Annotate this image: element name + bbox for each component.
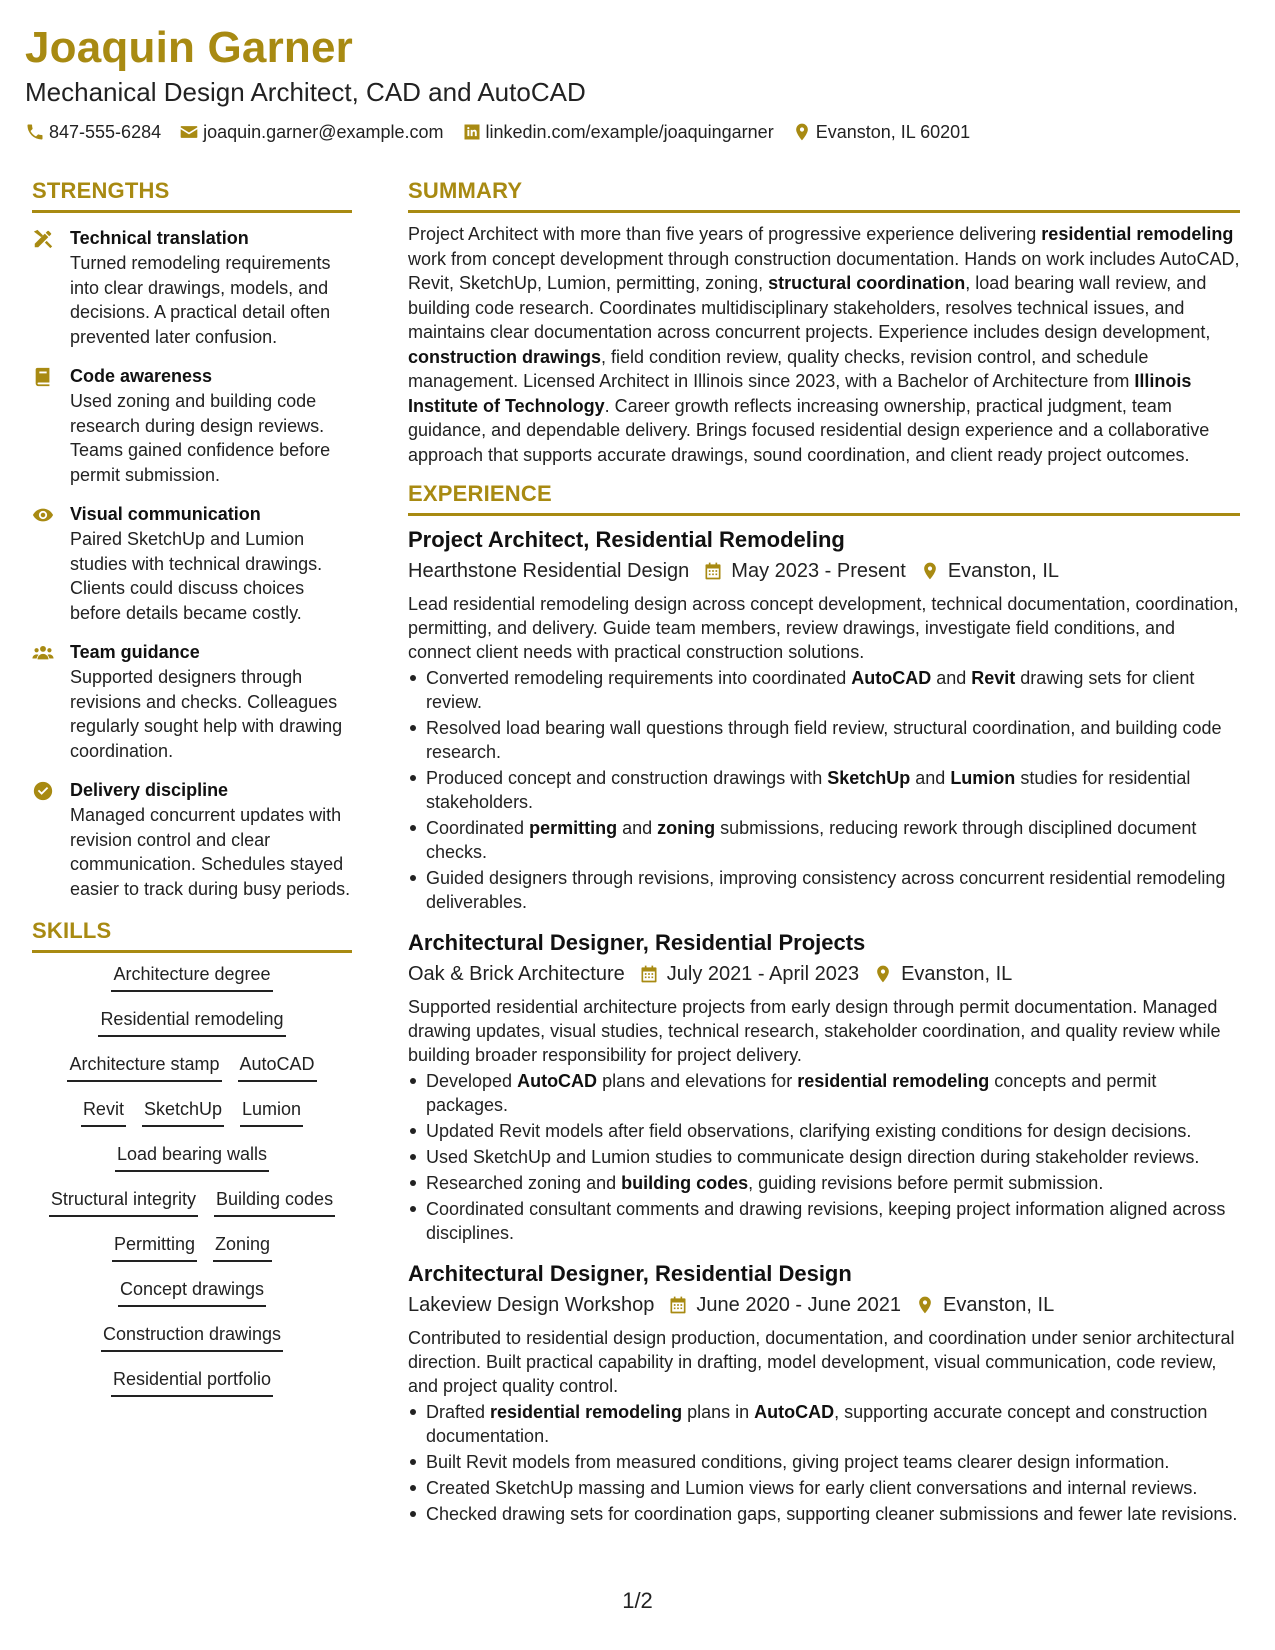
bullet-item	[408, 1476, 1240, 1500]
job-description: Supported residential architecture projects from early design through permit documentation. Managed drawing updates, visual studies, technical research, stakeholder coordination, and quality review while building broader responsibility for project delivery.	[408, 997, 1221, 1065]
book-icon	[32, 366, 54, 388]
contact-email[interactable]	[179, 120, 443, 144]
bold-keyword: structural coordination	[768, 273, 966, 293]
skill-row	[90, 1006, 293, 1051]
strength-item	[32, 639, 352, 763]
job-location: Evanston, IL	[901, 963, 1013, 985]
text-run: , guiding revisions before permit submission.	[748, 1173, 1104, 1193]
job-dates: May 2023 - Present	[731, 560, 906, 582]
bold-keyword: Illinois Institute of Technology	[408, 371, 1192, 416]
skill-row	[103, 1366, 281, 1411]
bold-keyword: SketchUp	[827, 768, 911, 788]
linkedin-text[interactable]: linkedin.com/example/joaquingarner	[485, 122, 774, 142]
contact-linkedin[interactable]	[462, 120, 774, 144]
job-company: Lakeview Design Workshop	[408, 1294, 655, 1316]
job-title: Architectural Designer, Residential Design	[408, 1261, 852, 1286]
job-bullets	[408, 666, 1240, 914]
linkedin-icon	[462, 122, 482, 142]
bold-keyword: residential remodeling	[490, 1402, 683, 1422]
strength-title: Code awareness	[70, 366, 213, 386]
skill-tag: Structural integrity	[49, 1186, 198, 1217]
skill-row	[93, 1321, 291, 1366]
skill-row	[107, 1141, 277, 1186]
bullet-item	[408, 1197, 1240, 1245]
text-run: Used SketchUp and Lumion studies to communicate design direction during stakeholder reviews.	[426, 1147, 1200, 1167]
job-entry	[408, 525, 1240, 914]
map-pin-icon	[920, 561, 940, 581]
resume-header	[25, 22, 1245, 144]
eye-icon	[32, 504, 54, 526]
text-run: Drafted	[426, 1402, 491, 1422]
skill-row	[103, 961, 280, 1006]
bold-keyword: AutoCAD	[517, 1071, 598, 1091]
skill-tag: Lumion	[240, 1096, 303, 1127]
skill-tag: Residential remodeling	[98, 1006, 285, 1037]
skill-tag: Architecture degree	[111, 961, 272, 992]
job-bullets	[408, 1400, 1240, 1526]
text-run: , load bearing wall review, and building code research. Coordinates multidisciplinary stakeholders, resolves technical issues, and maintains clear documentation across concurrent projects. Experience includes design development,	[408, 273, 1211, 342]
contact-phone	[25, 120, 161, 144]
skills-list	[32, 961, 352, 1411]
strength-desc: Supported designers through revisions and checks. Colleagues regularly sought help with drawing coordination.	[70, 667, 343, 761]
bold-keyword: building codes	[621, 1173, 749, 1193]
skill-row	[110, 1276, 274, 1321]
strength-desc: Used zoning and building code research during design reviews. Teams gained confidence before permit submission.	[70, 391, 331, 485]
text-run: studies for residential stakeholders.	[426, 768, 1191, 812]
left-column	[32, 177, 352, 1411]
bold-keyword: permitting	[529, 818, 618, 838]
email-text[interactable]: joaquin.garner@example.com	[203, 122, 444, 142]
text-run: and	[617, 818, 658, 838]
bullet-item	[408, 666, 1240, 714]
text-run: Project Architect with more than five years of progressive experience delivering	[408, 224, 1042, 244]
text-run: Produced concept and construction drawings with	[426, 768, 828, 788]
job-description: Lead residential remodeling design across concept development, technical documentation, coordination, permitting, and delivery. Guide team members, review drawings, investigate field conditions, and connect client needs with practical construction solutions.	[408, 594, 1239, 662]
job-description: Contributed to residential design production, documentation, and coordination under senior architectural direction. Built practical capability in drafting, model development, visual communication, code review, and project quality control.	[408, 1328, 1235, 1396]
text-run: plans in	[682, 1402, 755, 1422]
text-run: Resolved load bearing wall questions through field review, structural coordination, and building code research.	[426, 718, 1222, 762]
strength-desc: Turned remodeling requirements into clear drawings, models, and decisions. A practical detail often prevented later confusion.	[70, 253, 331, 347]
map-pin-icon	[915, 1295, 935, 1315]
job-title: Architectural Designer, Residential Projects	[408, 930, 866, 955]
bullet-item	[408, 866, 1240, 914]
strengths-list	[32, 225, 352, 901]
bullet-item	[408, 1400, 1240, 1448]
location-text: Evanston, IL 60201	[815, 122, 971, 142]
skill-tag: Load bearing walls	[115, 1141, 269, 1172]
users-icon	[32, 642, 54, 664]
bullet-item	[408, 816, 1240, 864]
text-run: Updated Revit models after field observations, clarifying existing conditions for design decisions.	[426, 1121, 1192, 1141]
strength-item	[32, 501, 352, 625]
skills-heading: SKILLS	[32, 917, 352, 953]
bullet-item	[408, 716, 1240, 764]
text-run: Guided designers through revisions, improving consistency across concurrent residential remodeling deliverables.	[426, 868, 1226, 912]
strength-title: Team guidance	[70, 642, 200, 662]
text-run: Created SketchUp massing and Lumion views for early client conversations and internal reviews.	[426, 1478, 1198, 1498]
text-run: Converted remodeling requirements into coordinated	[426, 668, 852, 688]
candidate-name: Joaquin Garner	[25, 23, 353, 72]
experience-heading: EXPERIENCE	[408, 480, 1240, 516]
candidate-headline: Mechanical Design Architect, CAD and AutoCAD	[25, 77, 586, 107]
text-run: plans and elevations for	[597, 1071, 798, 1091]
strength-desc: Paired SketchUp and Lumion studies with technical drawings. Clients could discuss choices before details became costly.	[70, 529, 323, 623]
job-entry	[408, 928, 1240, 1245]
skill-tag: SketchUp	[142, 1096, 224, 1127]
job-bullets	[408, 1069, 1240, 1245]
strength-title: Technical translation	[70, 228, 249, 248]
bullet-item	[408, 1502, 1240, 1526]
strength-item	[32, 363, 352, 487]
text-run: Coordinated consultant comments and drawing revisions, keeping project information aligned across disciplines.	[426, 1199, 1226, 1243]
map-pin-icon	[873, 964, 893, 984]
summary-text	[408, 222, 1240, 467]
pencil-ruler-icon	[32, 228, 54, 250]
contact-bar	[25, 120, 1245, 144]
job-meta	[408, 1290, 1240, 1320]
bold-keyword: AutoCAD	[754, 1402, 835, 1422]
right-column	[408, 177, 1240, 1528]
contact-location	[792, 120, 970, 144]
calendar-icon	[703, 561, 723, 581]
skill-tag: Residential portfolio	[111, 1366, 273, 1397]
phone-icon	[25, 122, 45, 142]
bullet-item	[408, 1450, 1240, 1474]
skill-row	[59, 1051, 324, 1096]
text-run: , field condition review, quality checks, revision control, and schedule management. Licensed Architect in Illinois since 2023, with a Bachelor of Architecture from	[408, 346, 1149, 391]
job-company: Hearthstone Residential Design	[408, 560, 690, 582]
bold-keyword: residential remodeling	[797, 1071, 990, 1091]
job-dates: July 2021 - April 2023	[666, 963, 860, 985]
bold-keyword: residential remodeling	[1041, 224, 1234, 244]
skill-tag: Architecture stamp	[67, 1051, 221, 1082]
skill-row	[73, 1096, 311, 1141]
text-run: concepts and permit packages.	[426, 1071, 1157, 1115]
strength-item	[32, 225, 352, 349]
text-run: work from concept development through construction documentation. Hands on work includes AutoCAD, Revit, SketchUp, Lumion, permitting, zoning,	[408, 248, 1240, 293]
job-meta	[408, 556, 1240, 586]
skill-row	[41, 1186, 343, 1231]
text-run: submissions, reducing rework through disciplined document checks.	[426, 818, 1197, 862]
summary-heading: SUMMARY	[408, 177, 1240, 213]
text-run: drawing sets for client review.	[426, 668, 1195, 712]
text-run: Checked drawing sets for coordination gaps, supporting cleaner submissions and fewer late revisions.	[426, 1504, 1238, 1524]
skill-tag: Zoning	[213, 1231, 272, 1262]
skill-row	[104, 1231, 280, 1276]
calendar-icon	[668, 1295, 688, 1315]
skill-tag: Revit	[81, 1096, 126, 1127]
job-entry	[408, 1259, 1240, 1526]
skill-tag: Permitting	[112, 1231, 197, 1262]
text-run: , supporting accurate concept and construction documentation.	[426, 1402, 1208, 1446]
bold-keyword: Revit	[971, 668, 1016, 688]
text-run: Developed	[426, 1071, 518, 1091]
strength-desc: Managed concurrent updates with revision control and clear communication. Schedules stayed easier to track during busy periods.	[70, 805, 351, 899]
strength-title: Visual communication	[70, 504, 261, 524]
skill-tag: Building codes	[214, 1186, 335, 1217]
bullet-item	[408, 1145, 1240, 1169]
text-run: and	[931, 668, 972, 688]
job-meta	[408, 959, 1240, 989]
bold-keyword: AutoCAD	[851, 668, 932, 688]
skill-tag: Construction drawings	[101, 1321, 283, 1352]
text-run: Built Revit models from measured conditions, giving project teams clearer design information.	[426, 1452, 1170, 1472]
job-dates: June 2020 - June 2021	[696, 1294, 902, 1316]
text-run: and	[910, 768, 951, 788]
page-number: 1/2	[622, 1588, 653, 1613]
calendar-icon	[639, 964, 659, 984]
envelope-icon	[179, 122, 199, 142]
skill-tag: Concept drawings	[118, 1276, 266, 1307]
strength-title: Delivery discipline	[70, 780, 229, 800]
text-run: Coordinated	[426, 818, 530, 838]
bold-keyword: zoning	[657, 818, 716, 838]
bullet-item	[408, 1171, 1240, 1195]
phone-text: 847-555-6284	[49, 122, 162, 142]
bullet-item	[408, 1119, 1240, 1143]
job-company: Oak & Brick Architecture	[408, 963, 625, 985]
strengths-heading: STRENGTHS	[32, 177, 352, 213]
skill-tag: AutoCAD	[238, 1051, 317, 1082]
check-circle-icon	[32, 780, 54, 802]
job-location: Evanston, IL	[947, 560, 1059, 582]
map-pin-icon	[792, 122, 812, 142]
job-title: Project Architect, Residential Remodeling	[408, 527, 845, 552]
bullet-item	[408, 1069, 1240, 1117]
job-location: Evanston, IL	[943, 1294, 1055, 1316]
bullet-item	[408, 766, 1240, 814]
text-run: . Career growth reflects increasing ownership, practical judgment, team guidance, and dependable delivery. Brings focused residential design experience and a collaborative approach that supports accurate drawings, sound coordination, and client ready project outcomes.	[408, 395, 1210, 465]
bold-keyword: construction drawings	[408, 346, 602, 367]
text-run: Researched zoning and	[426, 1173, 622, 1193]
strength-item	[32, 777, 352, 901]
bold-keyword: Lumion	[950, 768, 1016, 788]
